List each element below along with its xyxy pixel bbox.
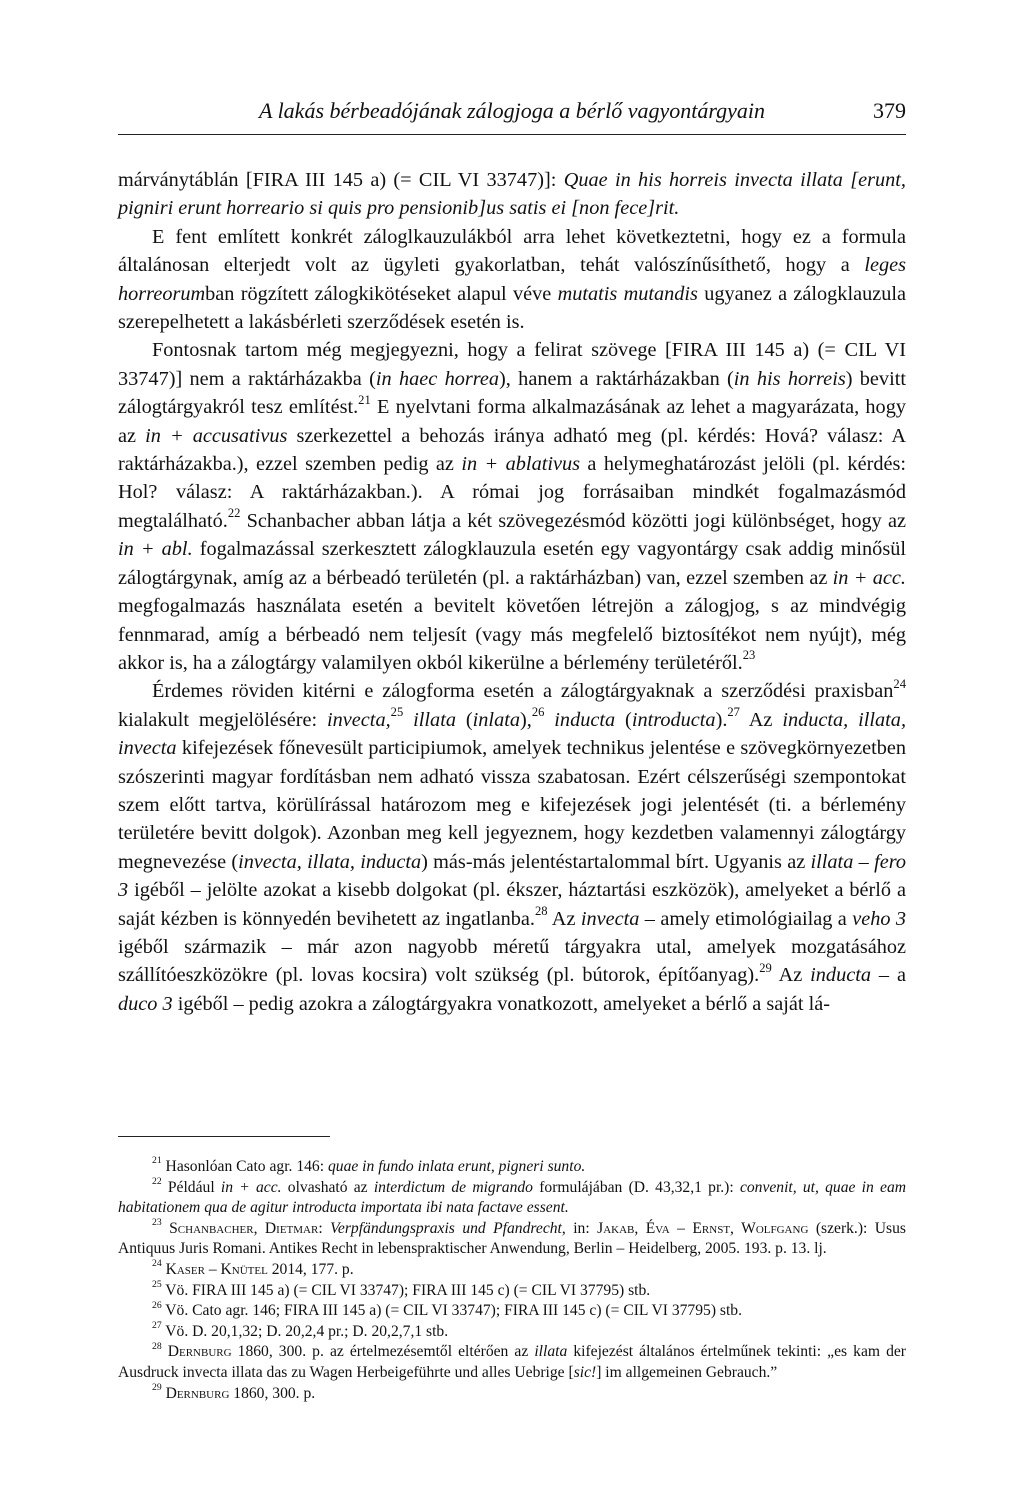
footnote-number: 24 — [152, 1258, 162, 1270]
latin-term: in + accusativus — [145, 424, 288, 447]
latin-term: inducta — [554, 708, 616, 731]
latin-term: illata — [413, 708, 456, 731]
text-run: (szerk.): Usus Antiquus Juris Romani. Antikes Recht in lebenspraktischer Anwendung, Berlin – Heidelberg, 2005. 193. p. 13. lj. — [118, 1219, 906, 1258]
footnote-ref[interactable]: 27 — [727, 705, 740, 720]
footnote-ref[interactable]: 23 — [742, 648, 756, 663]
latin-term: interdictum de migrando — [373, 1178, 533, 1196]
footnote-ref[interactable]: 24 — [893, 676, 906, 691]
footnote-27 — [118, 1322, 906, 1343]
latin-term: in + ablativus — [461, 453, 581, 476]
footnote-21 — [118, 1157, 906, 1178]
text-run: megfogalmazás használata esetén a bevitelt követően létrejön a zálogjog, s az mindvégig fennmarad, amíg a bérbeadó nem teljesít (vagy más megfelelő biztosítékot nem nyújt), még akkor is, ha a zálogtárgy valamilyen okból kikerülne a bérlemény területéről. — [118, 595, 906, 674]
text-run: Vö. Cato agr. 146; FIRA III 145 a) (= CIL VI 33747); FIRA III 145 c) (= CIL VI 37795) stb. — [161, 1302, 743, 1320]
footnote-ref[interactable]: 26 — [531, 705, 545, 720]
text-run: Érdemes röviden kitérni e zálogforma esetén a zálogtárgyaknak a szerződési praxisban — [152, 680, 894, 703]
text-run: kifejezések főnevesült participiumok, amelyek technikus jelentése e szövegkörnyezetben szószerinti magyar fordításban nem adható vissza szabatosan. Ezért célszerűségi szempontokat szem előtt tartva, körülírással határozom meg e kifejezések jogi jelentését (ti. a bérlemény területére bevitt dolgok). Azonban meg kell jegyeznem, hogy kezdetben valamennyi zálogtárgy megnevezése ( — [118, 737, 906, 873]
footnote-number: 25 — [152, 1278, 162, 1290]
text-run: Az — [739, 708, 783, 731]
text-run: a helymeghatározást jelöli (pl. kérdés: Hol? válasz: A raktárházakban.). A római jog forrásaiban mindkét fogalmazásmód megtalálható. — [118, 453, 906, 532]
text-run: formulájában (D. 43,32,1 pr.): — [532, 1178, 740, 1196]
text-run: ] im allgemeinen Gebrauch.” — [596, 1363, 778, 1381]
text-run: E fent említett konkrét záloglkauzulákból arra lehet következtetni, hogy ez a formula általánosan elterjedt volt az ügyleti gyakorlatban, tehát valószínűsíthető, hogy a — [118, 225, 906, 277]
author-name: Schanbacher, Dietmar — [169, 1219, 319, 1237]
latin-inscription: Quae in his horreis invecta illata [erunt, pigniri erunt horreario si quis pro pensionib]us satis ei [non fece]rit. — [118, 169, 906, 220]
footnote-ref[interactable]: 22 — [227, 506, 241, 521]
latin-term: leges horreorum — [118, 254, 906, 305]
text-run: Az — [547, 907, 581, 930]
latin-term: invecta — [580, 907, 640, 930]
footnote-22 — [118, 1175, 907, 1219]
text-run: fogalmazással szerkesztett zálogklauzula esetén egy vagyontárgy csak addig minősül zálogtárgynak, amíg az a bérbeadó területén (pl. a raktárházban) van, ezzel szemben az — [118, 538, 906, 589]
latin-term: invecta, illata, inducta — [238, 850, 422, 873]
author-name: Jakab, Éva – Ernst, Wolfgang — [597, 1219, 809, 1237]
text-run: ). — [715, 708, 728, 731]
latin-term: invecta, — [327, 708, 391, 731]
text-run: ban rögzített zálogkikötéseket alapul véve — [205, 282, 558, 305]
author-name: Dernburg — [167, 1343, 232, 1361]
footnote-26 — [118, 1301, 906, 1322]
footnote-number: 21 — [152, 1155, 162, 1167]
latin-term: in haec horrea — [375, 367, 500, 390]
text-run: Hasonlóan Cato agr. 146: — [161, 1158, 328, 1175]
text-run: igéből – pedig azokra a zálogtárgyakra vonatkozott, amelyeket a bérlő a saját lá- — [172, 992, 830, 1015]
running-header — [118, 98, 906, 128]
text-run: ( — [455, 708, 473, 731]
latin-quote: quae in fundo inlata erunt, pigneri sunto. — [327, 1158, 586, 1175]
footnote-rule — [118, 1136, 330, 1137]
paragraph-2 — [118, 223, 906, 337]
text-run: – a — [871, 964, 906, 987]
text-run: Az — [771, 964, 811, 987]
footnote-ref[interactable]: 29 — [759, 960, 772, 975]
text-run: 1860, 300. p. az értelmezésemtől eltérően az — [231, 1343, 535, 1361]
running-title: A lakás bérbeadójának zálogjoga a bérlő vagyontárgyain — [259, 98, 765, 123]
footnote-25 — [118, 1278, 906, 1302]
text-run: ) bevitt zálogtárgyakról tesz említést. — [118, 367, 906, 419]
latin-term: duco 3 — [118, 992, 173, 1015]
latin-term: inducta — [810, 964, 871, 987]
latin-term: in his horreis — [733, 367, 846, 390]
latin-term: introducta — [631, 708, 716, 731]
body-text — [118, 166, 906, 1018]
latin-term: illata – fero 3 — [118, 850, 906, 902]
footnote-ref[interactable]: 28 — [534, 903, 548, 918]
text-run: Például — [161, 1178, 221, 1196]
author-name: Dernburg — [165, 1384, 230, 1402]
latin-term: inducta, illata, invecta — [118, 708, 907, 760]
latin-term: sic! — [573, 1363, 597, 1381]
latin-term: mutatis mutandis — [557, 282, 698, 305]
author-name: Kaser – Knütel — [165, 1260, 268, 1278]
text-run: ugyanez a zálogklauzula szerepelhetett a lakásbérleti szerződések esetén is. — [118, 282, 906, 334]
work-title: Verpfändungspraxis und Pfandrecht — [330, 1219, 562, 1237]
text-run: : — [318, 1219, 331, 1237]
footnote-ref[interactable]: 25 — [390, 705, 404, 720]
text-run: 2014, 177. p. — [267, 1260, 354, 1278]
text-run: 1860, 300. p. — [229, 1384, 316, 1402]
paragraph-4 — [118, 677, 906, 1018]
footnote-number: 23 — [152, 1217, 162, 1229]
text-run: olvasható az — [281, 1178, 374, 1196]
latin-term: illata — [534, 1343, 568, 1361]
footnote-28 — [118, 1342, 906, 1383]
footnote-23 — [118, 1219, 906, 1260]
text-run: márványtáblán [FIRA III 145 a) (= CIL VI 33747)]: — [118, 169, 564, 191]
header-rule — [118, 134, 906, 135]
footnote-24 — [118, 1260, 906, 1281]
latin-term: veho 3 — [852, 907, 907, 930]
text-run: – amely etimológiailag a — [639, 907, 853, 930]
latin-term: in + acc. — [220, 1178, 282, 1196]
text-run: szerkezettel a behozás iránya adható meg (pl. kérdés: Hová? válasz: A raktárházakba.), ezzel szemben pedig az — [118, 424, 907, 476]
text-run — [162, 1220, 169, 1237]
footnotes — [118, 1157, 906, 1404]
text-run: kifejezést általános értelműnek tekinti: „es kam der Ausdruck invecta illata das zu Wagen Herbeigeführte und alles Uebrige [ — [118, 1343, 906, 1381]
paragraph-3 — [118, 336, 906, 677]
footnote-number: 22 — [152, 1175, 162, 1187]
footnote-number: 28 — [152, 1340, 162, 1352]
text-run: E nyelvtani forma alkalmazásának az lehet a magyarázata, hogy az — [118, 396, 906, 447]
text-run: Vö. FIRA III 145 a) (= CIL VI 33747); FIRA III 145 c) (= CIL VI 37795) stb. — [161, 1281, 651, 1299]
text-run: kialakult megjelölésére: — [118, 708, 328, 731]
footnote-ref[interactable]: 21 — [358, 392, 371, 407]
page-number: 379 — [873, 98, 906, 123]
text-run: Vö. D. 20,1,32; D. 20,2,4 pr.; D. 20,2,7,1 stb. — [161, 1322, 449, 1340]
text-run: ) más-más jelentéstartalommal bírt. Ugyanis az — [421, 850, 811, 873]
text-run — [403, 709, 413, 731]
footnote-number: 29 — [152, 1381, 162, 1393]
paragraph-1 — [118, 166, 906, 223]
text-run — [544, 709, 554, 731]
text-run: igéből – jelölte azokat a kisebb dolgokat (pl. ékszer, háztartási eszközök), amelyeket a bérlő a saját kézben is könnyedén bevihetett az ingatlanba. — [118, 879, 906, 930]
text-run: , in: — [561, 1219, 598, 1237]
footnote-29 — [118, 1381, 906, 1405]
text-run: Schanbacher abban látja a két szövegezésmód közötti jogi különbséget, hogy az — [240, 509, 906, 532]
text-run: ), hanem a raktárházakban ( — [499, 367, 734, 390]
text-run: ( — [615, 708, 632, 731]
footnote-number: 26 — [152, 1299, 162, 1311]
text-run: ), — [519, 708, 532, 731]
text-run: igéből származik – már azon nagyobb méretű tárgyakra utal, amelyek mozgatásához szállítóeszközökre (pl. lovas kocsira) volt szükség (pl. bútorok, építőanyag). — [118, 935, 906, 987]
footnote-number: 27 — [152, 1320, 162, 1332]
text-run: Fontosnak tartom még megjegyezni, hogy a felirat szövege [FIRA III 145 a) (= CIL VI 33747)] nem a raktárházakba ( — [118, 339, 906, 390]
latin-term: in + abl. — [118, 538, 193, 561]
latin-term: in + acc. — [832, 566, 906, 589]
latin-quote: convenit, ut, quae in eam habitationem qua de agitur introducta importata ibi nata factave essent. — [118, 1178, 907, 1217]
latin-term: inlata — [472, 708, 520, 731]
